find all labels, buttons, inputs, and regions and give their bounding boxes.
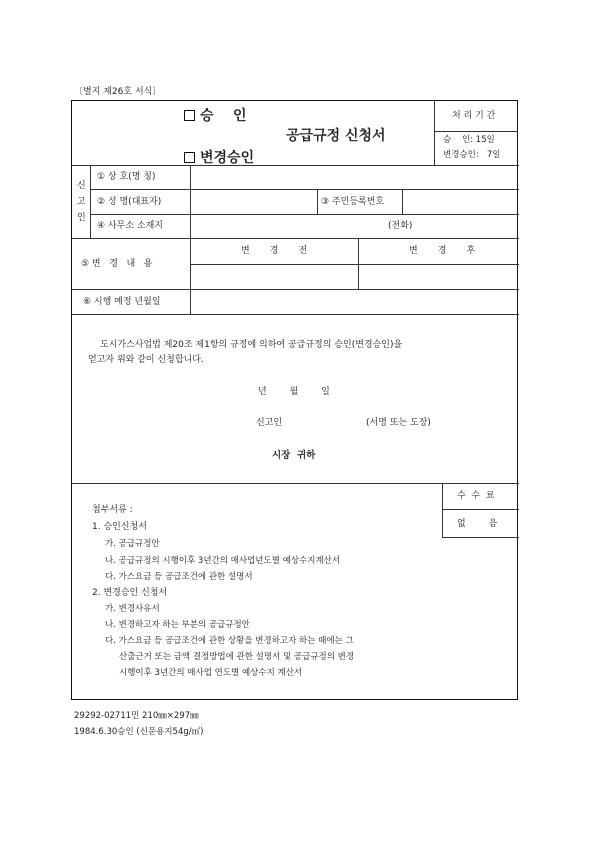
divider (90, 165, 91, 238)
attachment-item: 가. 공급규정안 (105, 539, 160, 549)
attachment-item: 다. 가스요금 등 공급조건에 관한 상황을 변경하고자 하는 때에는 그 (105, 636, 354, 646)
scheduled-date-field[interactable] (191, 290, 518, 313)
change-approval-option[interactable] (184, 151, 254, 165)
trade-name-label: ① 상 호(명 칭) (97, 172, 156, 182)
divider (442, 537, 519, 538)
attachment-item: 1. 승인신청서 (92, 522, 147, 532)
attachment-item: 시행이후 3년간의 매사업 연도별 예상수지 계산서 (119, 668, 303, 678)
before-change-header: 변 경 전 (241, 246, 308, 256)
application-form (71, 100, 518, 700)
form-number: 〔별지 제26호 서식〕 (74, 87, 162, 97)
office-address-field[interactable] (191, 215, 518, 237)
office-address-label: ④ 사무소 소재지 (97, 221, 163, 231)
attachment-item: 2. 변경승인 신청서 (92, 588, 168, 598)
resident-number-field[interactable] (403, 190, 518, 213)
fee-title: 수 수 료 (457, 491, 495, 501)
before-change-field[interactable] (191, 265, 357, 288)
divider (434, 101, 435, 165)
change-content-label: ⑤ 변 경 내 용 (81, 259, 153, 269)
divider (72, 314, 519, 315)
attachment-item: 가. 변경사유서 (105, 604, 160, 614)
scheduled-date-label: ⑥ 시행 예정 년월일 (83, 297, 161, 307)
attachment-item: 산출근거 또는 금액 결정방법에 관한 설명서 및 공급규정의 변경 (119, 652, 355, 662)
attachment-item: 나. 공급규정의 시행이후 3년간의 매사업년도별 예상수지계산서 (105, 556, 341, 566)
divider (72, 238, 519, 239)
attachment-item: 나. 변경하고자 하는 부분의 공급규정안 (105, 620, 250, 630)
trade-name-field[interactable] (191, 166, 518, 188)
name-field[interactable] (191, 190, 316, 213)
after-change-header: 변 경 후 (409, 246, 476, 256)
addressee: 시장 귀하 (272, 450, 316, 461)
footer-spec: 29292-02711민 210㎜×297㎜ (74, 711, 199, 721)
applicant-side-label-2: 고 (77, 197, 86, 207)
applicant-signature-label: 신고인 (256, 418, 283, 428)
statement-line-1: 도시가스사업법 제20조 제1항의 규정에 의하여 공급규정의 승인(변경승인)을 (100, 340, 403, 350)
footer-approval: 1984.6.30승인 (신문용지54g/㎡) (74, 727, 204, 737)
change-approval-checkbox[interactable] (184, 152, 195, 163)
divider (434, 131, 518, 132)
resident-number-label: ③ 주민등록번호 (321, 197, 385, 207)
fee-value: 없 음 (457, 519, 498, 529)
divider (72, 483, 519, 484)
change-approval-label: 변경승인 (200, 150, 255, 166)
form-title: 공급규정 신청서 (286, 128, 386, 144)
divider (442, 483, 443, 537)
signature-note: (서명 또는 도장) (366, 418, 431, 428)
after-change-field[interactable] (359, 265, 518, 288)
statement-line-2: 얻고자 위와 같이 신청합니다. (88, 355, 204, 365)
date-line: 년 월 일 (258, 387, 330, 397)
processing-approval: 승 인: 15일 (443, 135, 495, 145)
attachment-item: 다. 가스요금 등 공급조건에 관한 설명서 (105, 572, 253, 582)
divider (442, 509, 519, 510)
attachments-title: 첨부서류 : (92, 505, 133, 515)
approval-checkbox[interactable] (184, 110, 195, 121)
approval-label: 승 인 (200, 108, 247, 124)
phone-label: (전화) (388, 221, 413, 231)
applicant-side-label-1: 신 (77, 181, 86, 191)
applicant-side-label-3: 인 (77, 213, 86, 223)
processing-change: 변경승인: 7일 (443, 150, 501, 160)
divider (317, 189, 318, 214)
approval-option[interactable] (184, 109, 247, 123)
name-label: ② 성 명(대표자) (97, 197, 162, 207)
processing-period-title: 처 리 기 간 (452, 111, 496, 121)
